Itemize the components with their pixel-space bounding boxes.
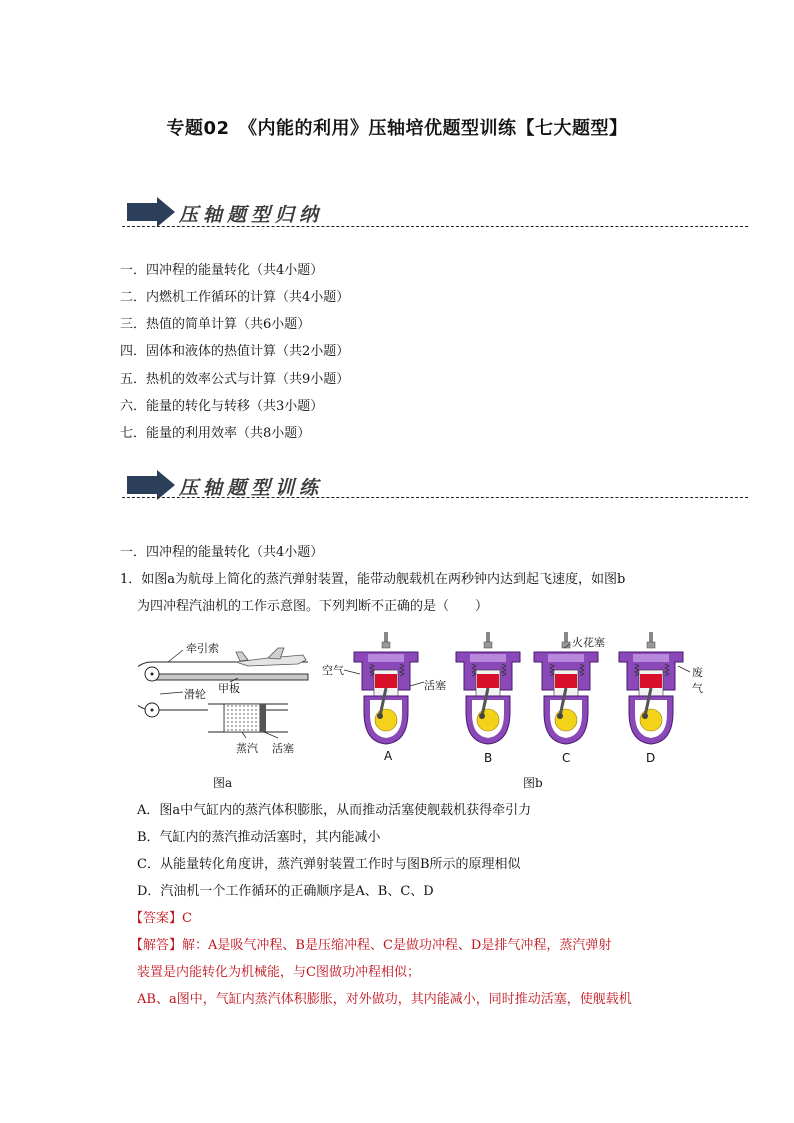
divider [122,226,748,227]
toc-item: 六．能量的转化与转移（共3小题） [120,399,324,414]
analysis-label: 【解答】 [130,938,183,953]
section-heading: 一．四冲程的能量转化（共4小题） [120,545,324,560]
divider [122,497,748,498]
figure-b-four-stroke-engine [320,630,710,770]
analysis-line: AB、a图中，气缸内蒸汽体积膨胀，对外做功，其内能减小，同时推动活塞，使舰载机 [137,992,632,1007]
engine-label: D [646,751,656,765]
arrow-icon [127,197,175,227]
question-text: 1．如图a为航母上简化的蒸汽弹射装置，能带动舰载机在两秒钟内达到起飞速度，如图b [120,572,626,587]
figure-a-caption: 图a [213,776,233,790]
option-b: B．气缸内的蒸汽推动活塞时，其内能减小 [137,830,381,845]
label-air: 空气 [322,664,344,677]
option-d: D．汽油机一个工作循环的正确顺序是A、B、C、D [137,884,434,899]
toc-item: 四．固体和液体的热值计算（共2小题） [120,344,350,359]
answer [130,911,192,927]
arrow-icon [127,470,175,500]
engine-label: B [484,751,493,765]
option-c: C．从能量转化角度讲，蒸汽弹射装置工作时与图B所示的原理相似 [137,857,521,872]
engine-label: C [562,751,571,765]
analysis-line [130,938,611,954]
option-a: A．图a中气缸内的蒸汽体积膨胀，从而推动活塞使舰载机获得牵引力 [137,803,532,818]
label-pulley: 滑轮 [184,688,206,701]
figure-a-steam-catapult [138,632,313,792]
label-piston: 活塞 [424,679,446,692]
toc-item: 五．热机的效率公式与计算（共9小题） [120,372,350,387]
label-rope: 牵引索 [186,642,219,655]
banner-title: 压轴题型训练 [179,477,324,499]
label-deck: 甲板 [218,682,240,695]
toc-item: 三．热值的简单计算（共6小题） [120,317,311,332]
answer-label: 【答案】 [130,911,183,926]
label-steam: 蒸汽 [236,742,258,755]
banner-title: 压轴题型归纳 [179,204,324,226]
label-exhaust: 气 [692,682,703,695]
figure-b-caption: 图b [523,776,543,790]
label-piston: 活塞 [272,742,294,755]
analysis-text: 解：A是吸气冲程、B是压缩冲程、C是做功冲程、D是排气冲程，蒸汽弹射 [182,938,612,953]
label-spark-plug: 火花塞 [572,636,605,649]
label-exhaust: 废 [692,666,703,679]
question-text: 为四冲程汽油机的工作示意图。下列判断不正确的是（ ） [137,599,489,614]
engine-label: A [384,749,393,763]
page-title: 专题02 《内能的利用》压轴培优题型训练【七大题型】 [166,118,628,139]
toc-item: 二．内燃机工作循环的计算（共4小题） [120,290,350,305]
toc-item: 七．能量的利用效率（共8小题） [120,426,311,441]
answer-value: C [182,911,192,926]
section-banner-training [127,470,747,504]
analysis-line: 装置是内能转化为机械能，与C图做功冲程相似； [137,965,420,980]
toc-item: 一．四冲程的能量转化（共4小题） [120,263,324,278]
